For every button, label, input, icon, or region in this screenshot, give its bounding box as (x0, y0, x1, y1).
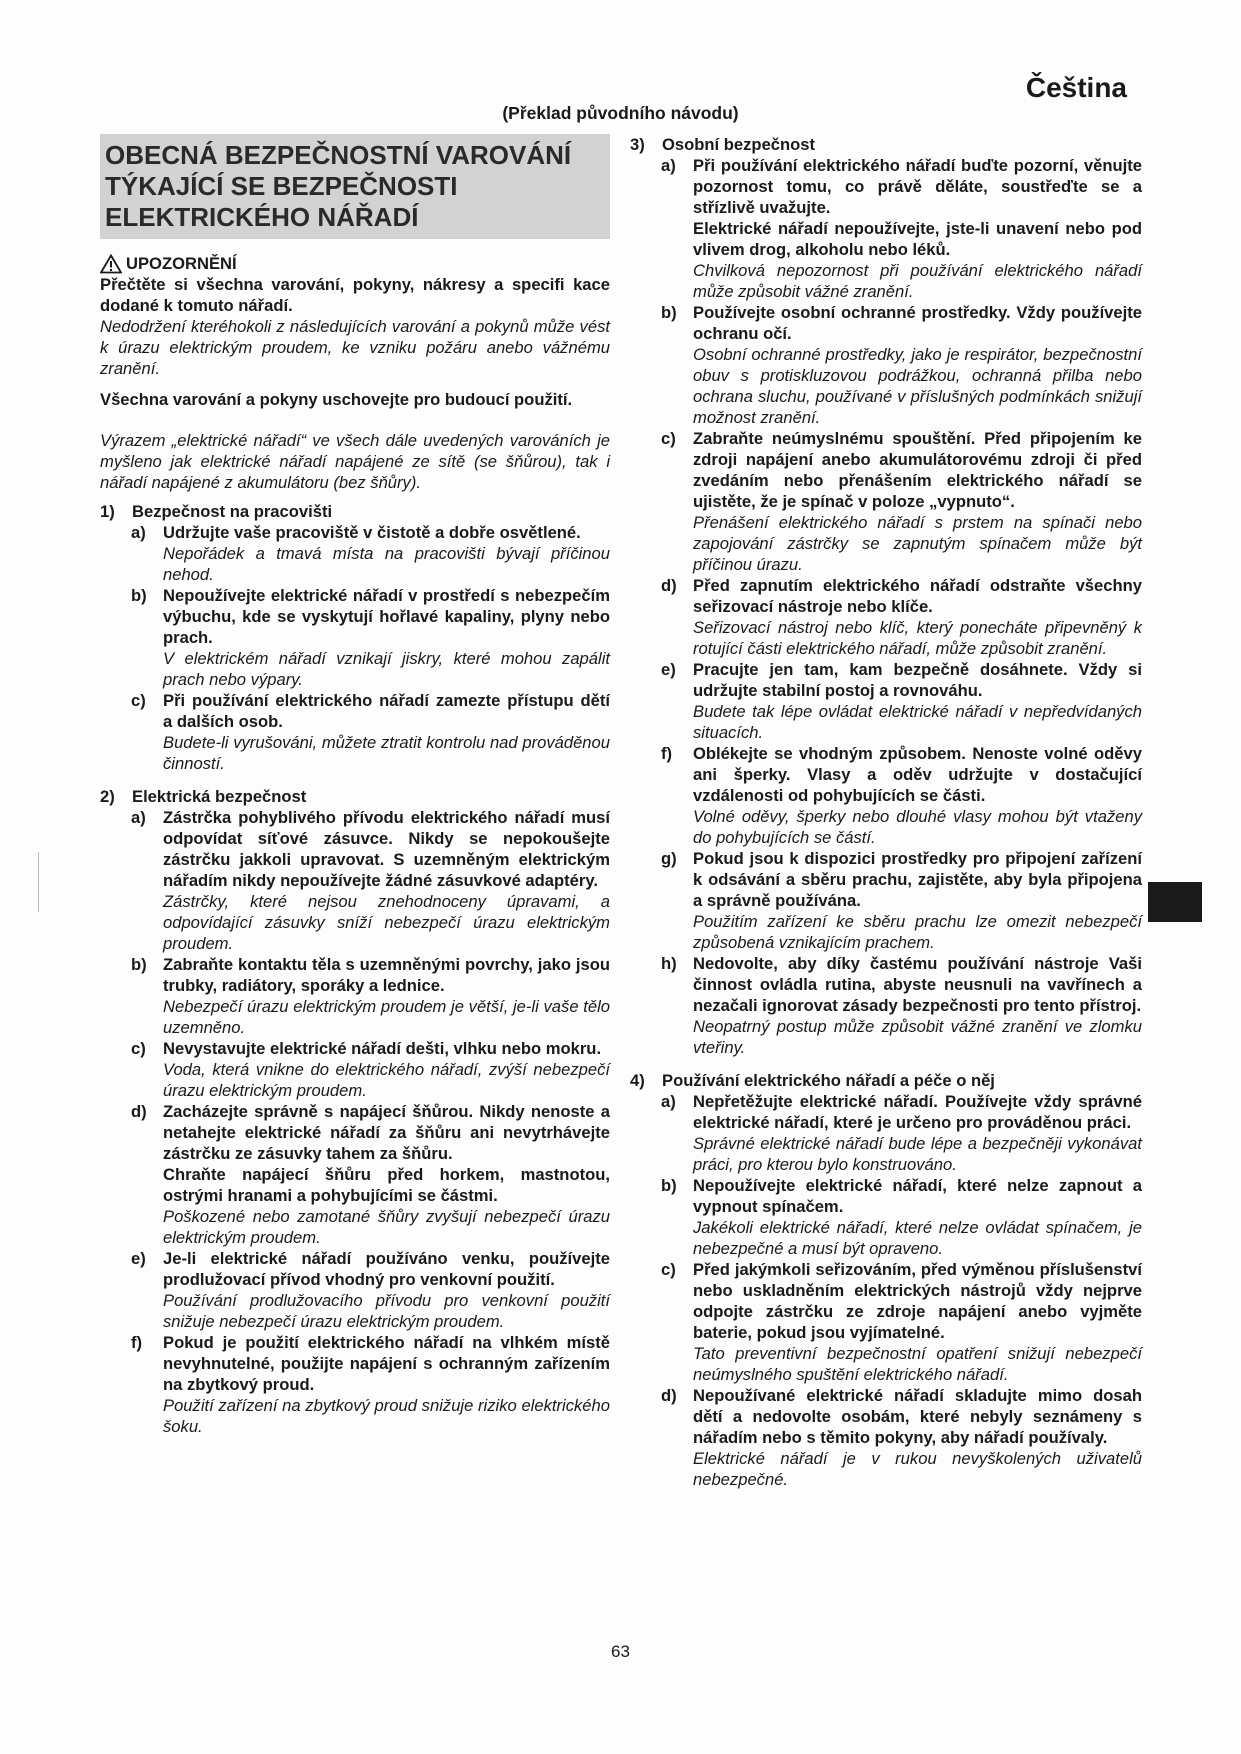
left-column (100, 134, 610, 1437)
item-bold-text: Před jakýmkoli seřizováním, před výměnou příslušenství nebo uskladněním elektrických nástrojů vždy nejprve odpojte zástrčku ze zdroje napájení anebo vyjměte baterie, pokud jsou vyjímatelné. (693, 1260, 1142, 1342)
item-italic-text: Tato preventivní bezpečnostní opatření snižují nebezpečí neúmyslného spuštění elektrického nářadí. (693, 1344, 1142, 1384)
item-bold-text: Nepoužívané elektrické nářadí skladujte mimo dosah dětí a nedovolte osobám, které nebyly seznámeny s nářadím nebo s těmito pokyny, aby nářadí používaly. (693, 1386, 1142, 1447)
item-italic-text: Použití zařízení na zbytkový proud snižuje riziko elektrického šoku. (163, 1396, 610, 1436)
item-italic-text: Správné elektrické nářadí bude lépe a bezpečněji vykonávat práci, pro kterou bylo konstruováno. (693, 1134, 1142, 1174)
item-bold-text: Zabraňte kontaktu těla s uzemněnými povrchy, jako jsou trubky, radiátory, sporáky a lednice. (163, 955, 610, 995)
item-bold-text: Pokud jsou k dispozici prostředky pro připojení zařízení k odsávání a sběru prachu, zajistěte, aby byla připojena a správně používána. (693, 849, 1142, 910)
section-title: Bezpečnost na pracovišti (132, 502, 333, 521)
list-item (131, 690, 610, 774)
section-title: Osobní bezpečnost (662, 135, 816, 154)
list-item (661, 428, 1142, 575)
warning-heading (100, 253, 610, 274)
page-number: 63 (611, 1642, 630, 1661)
item-bold-text: Pracujte jen tam, kam bezpečně dosáhnete. Vždy si udržujte stabilní postoj a rovnováhu. (693, 660, 1142, 700)
item-letter: d) (661, 1386, 677, 1405)
item-bold-text-2: Chraňte napájecí šňůru před horkem, mastnotou, ostrými hranami a pohybujícími se částmi. (163, 1165, 610, 1205)
item-bold-text: Nepoužívejte elektrické nářadí, které nelze zapnout a vypnout spínačem. (693, 1176, 1142, 1216)
item-bold-text: Používejte osobní ochranné prostředky. Vždy používejte ochranu očí. (693, 303, 1142, 343)
list-item (131, 585, 610, 690)
item-letter: b) (131, 586, 147, 605)
definition-text: Výrazem „elektrické nářadí“ ve všech dále uvedených varováních je myšleno jak elektrické nářadí napájené ze sítě (se šňůrou), tak i nářadí napájené z akumulátoru (bez šňůry). (100, 431, 610, 492)
item-italic-text: Používání prodlužovacího přívodu pro venkovní použití snižuje nebezpečí úrazu elektrickým proudem. (163, 1291, 610, 1331)
item-letter: h) (661, 954, 677, 973)
translation-subtitle: (Překlad původního návodu) (502, 103, 739, 123)
item-letter: g) (661, 849, 677, 868)
warning-italic-text: Nedodržení kteréhokoli z následujících varování a pokynů může vést k úrazu elektrickým proudem, ke vzniku požáru anebo vážnému zranění. (100, 317, 610, 378)
item-letter: a) (661, 156, 676, 175)
item-letter: a) (131, 523, 146, 542)
item-bold-text: Nepoužívejte elektrické nářadí v prostředí s nebezpečím výbuchu, kde se vyskytují hořlavé kapaliny, plyny nebo prach. (163, 586, 610, 647)
item-italic-text: Seřizovací nástroj nebo klíč, který ponecháte připevněný k rotující části elektrického nářadí, může způsobit zranění. (693, 618, 1142, 658)
item-italic-text: V elektrickém nářadí vznikají jiskry, které mohou zapálit prach nebo výpary. (163, 649, 610, 689)
section-heading (630, 134, 1142, 155)
section-number: 4) (630, 1071, 645, 1090)
list-item (661, 953, 1142, 1058)
item-letter: b) (131, 955, 147, 974)
item-italic-text: Použitím zařízení ke sběru prachu lze omezit nebezpečí způsobená vznikajícím prachem. (693, 912, 1142, 952)
item-bold-text: Nepřetěžujte elektrické nářadí. Používejte vždy správné elektrické nářadí, které je určeno pro prováděnou práci. (693, 1092, 1142, 1132)
keep-instructions-text: Všechna varování a pokyny uschovejte pro budoucí použití. (100, 390, 573, 409)
item-italic-text: Nepořádek a tmavá místa na pracovišti bývají příčinou nehod. (163, 544, 610, 584)
list-item (661, 302, 1142, 428)
warning-triangle-icon (100, 254, 122, 274)
item-letter: c) (661, 429, 676, 448)
list-item (131, 522, 610, 585)
item-letter: e) (661, 660, 676, 679)
list-item (131, 1101, 610, 1248)
list-item (661, 659, 1142, 743)
list-item (661, 1385, 1142, 1490)
list-item (661, 1259, 1142, 1385)
list-item (661, 155, 1142, 302)
item-bold-text: Nevystavujte elektrické nářadí dešti, vlhku nebo mokru. (163, 1039, 602, 1058)
section-heading (630, 1070, 1142, 1091)
item-bold-text: Při používání elektrického nářadí zamezte přístupu dětí a dalších osob. (163, 691, 610, 731)
section-number: 2) (100, 787, 115, 806)
item-letter: c) (131, 1039, 146, 1058)
item-letter: f) (661, 744, 673, 763)
item-bold-text-2: Elektrické nářadí nepoužívejte, jste-li unavení nebo pod vlivem drog, alkoholu nebo léků. (693, 219, 1142, 259)
item-italic-text: Elektrické nářadí je v rukou nevyškolených uživatelů nebezpečné. (693, 1449, 1142, 1489)
list-item (131, 1332, 610, 1437)
item-italic-text: Budete-li vyrušováni, můžete ztratit kontrolu nad prováděnou činností. (163, 733, 610, 773)
section-title: Elektrická bezpečnost (132, 787, 307, 806)
title-line: OBECNÁ BEZPEČNOSTNÍ VAROVÁNÍ (105, 140, 572, 170)
list-item (661, 1175, 1142, 1259)
item-italic-text: Budete tak lépe ovládat elektrické nářadí v nepředvídaných situacích. (693, 702, 1142, 742)
item-bold-text: Pokud je použití elektrického nářadí na vlhkém místě nevyhnutelné, použijte napájení s ochranným zařízením na zbytkový proud. (163, 1333, 610, 1394)
item-italic-text: Chvilková nepozornost při používání elektrického nářadí může způsobit vážné zranění. (693, 261, 1142, 301)
item-letter: c) (661, 1260, 676, 1279)
item-italic-text: Nebezpečí úrazu elektrickým proudem je větší, je-li vaše tělo uzemněno. (163, 997, 610, 1037)
item-italic-text: Volné oděvy, šperky nebo dlouhé vlasy mohou být vtaženy do pohybujících se částí. (693, 807, 1142, 847)
section-heading (100, 786, 610, 807)
warning-heading-text: UPOZORNĚNÍ (126, 254, 237, 273)
item-bold-text: Při používání elektrického nářadí buďte pozorní, věnujte pozornost tomu, co právě děláte, soustřeďte se a střízlivě uvažujte. (693, 156, 1142, 217)
title-line: TÝKAJÍCÍ SE BEZPEČNOSTI (105, 171, 458, 201)
item-letter: d) (131, 1102, 147, 1121)
list-item (131, 1248, 610, 1332)
item-letter: e) (131, 1249, 146, 1268)
item-bold-text: Před zapnutím elektrického nářadí odstraňte všechny seřizovací nástroje nebo klíče. (693, 576, 1142, 616)
right-column (630, 134, 1142, 1490)
item-letter: d) (661, 576, 677, 595)
list-item (131, 1038, 610, 1101)
item-italic-text: Voda, která vnikne do elektrického nářadí, zvýší nebezpečí úrazu elektrickým proudem. (163, 1060, 610, 1100)
section-title: Používání elektrického nářadí a péče o něj (662, 1071, 995, 1090)
section-heading (100, 501, 610, 522)
item-letter: a) (131, 808, 146, 827)
item-bold-text: Oblékejte se vhodným způsobem. Nenoste volné oděvy ani šperky. Vlasy a oděv udržujte v dostačující vzdálenosti od pohybujících se části. (693, 744, 1142, 805)
item-letter: b) (661, 303, 677, 322)
item-bold-text: Zabraňte neúmyslnému spouštění. Před připojením ke zdroji napájení anebo akumulátorovému zdroji či před zvedáním nebo přenášením elektrického nářadí se ujistěte, že je spínač v poloze „vypnuto“. (693, 429, 1142, 511)
list-item (131, 954, 610, 1038)
list-item (661, 848, 1142, 953)
section-number: 3) (630, 135, 645, 154)
page-title (100, 134, 610, 239)
item-bold-text: Zacházejte správně s napájecí šňůrou. Nikdy nenoste a netahejte elektrické nářadí za šňůru ani nevytrhávejte zástrčku ze zásuvky tahem za šňůru. (163, 1102, 610, 1163)
warning-bold-text: Přečtěte si všechna varování, pokyny, nákresy a specifi kace dodané k tomuto nářadí. (100, 275, 610, 315)
item-italic-text: Přenášení elektrického nářadí s prstem na spínači nebo zapojování zástrčky se zapnutým spínačem může být příčinou úrazu. (693, 513, 1142, 574)
item-letter: f) (131, 1333, 143, 1352)
language-label: Čeština (1025, 72, 1127, 103)
item-italic-text: Osobní ochranné prostředky, jako je respirátor, bezpečnostní obuv s protiskluzovou podrážkou, ochranná přilba nebo ochrana sluchu, používané v příslušných podmínkách snižují možnost zranění. (693, 345, 1142, 427)
language-tab-marker (1148, 882, 1202, 922)
item-bold-text: Udržujte vaše pracoviště v čistotě a dobře osvětlené. (163, 523, 581, 542)
item-letter: c) (131, 691, 146, 710)
section-number: 1) (100, 502, 115, 521)
item-italic-text: Neopatrný postup může způsobit vážné zranění ve zlomku vteřiny. (693, 1017, 1142, 1057)
margin-mark (38, 852, 39, 912)
item-italic-text: Zástrčky, které nejsou znehodnoceny úpravami, a odpovídající zásuvky sníží nebezpečí úrazu elektrickým proudem. (163, 892, 610, 953)
list-item (661, 743, 1142, 848)
item-bold-text: Nedovolte, aby díky častému používání nástroje Vaši činnost ovládla rutina, abyste neusnuli na vavřínech a nezačali ignorovat zásady bezpečnosti pro tento přístroj. (693, 954, 1142, 1015)
item-bold-text: Je-li elektrické nářadí používáno venku, používejte prodlužovací přívod vhodný pro venkovní použití. (163, 1249, 610, 1289)
item-letter: a) (661, 1092, 676, 1111)
item-italic-text: Poškozené nebo zamotané šňůry zvyšují nebezpečí úrazu elektrickým proudem. (163, 1207, 610, 1247)
item-bold-text: Zástrčka pohyblivého přívodu elektrického nářadí musí odpovídat síťové zásuvce. Nikdy se nepokoušejte zástrčku jakkoli upravovat. S uzemněným elektrickým nářadím nikdy nepoužívejte žádné zásuvkové adaptéry. (163, 808, 610, 890)
list-item (661, 575, 1142, 659)
item-italic-text: Jakékoli elektrické nářadí, které nelze ovládat spínačem, je nebezpečné a musí být opraveno. (693, 1218, 1142, 1258)
title-line: ELEKTRICKÉHO NÁŘADÍ (105, 202, 419, 232)
list-item (131, 807, 610, 954)
list-item (661, 1091, 1142, 1175)
item-letter: b) (661, 1176, 677, 1195)
